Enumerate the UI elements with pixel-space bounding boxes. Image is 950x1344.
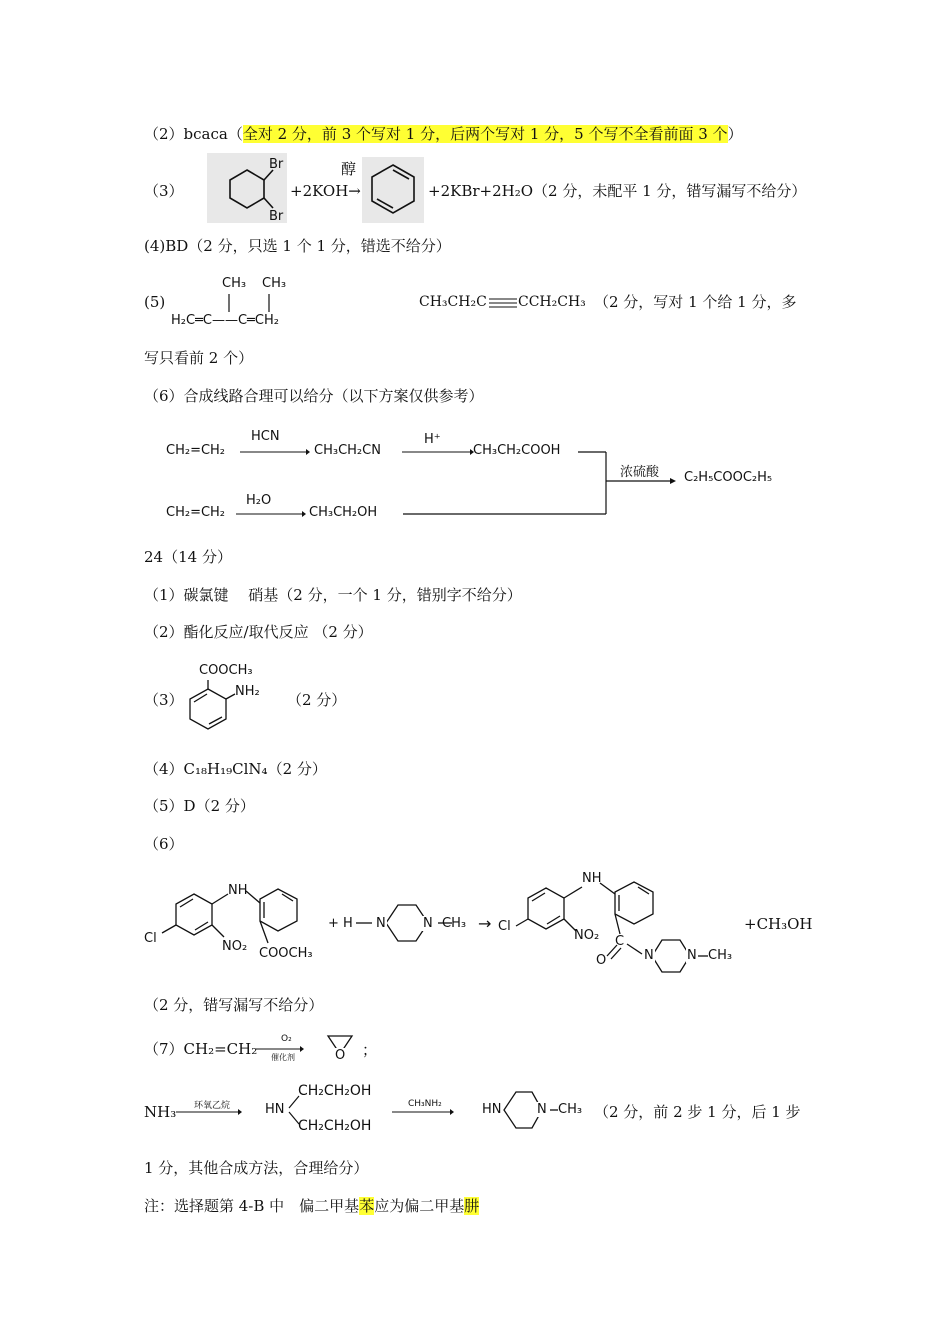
diethanolamine-arm-2: CH₂CH₂OH (298, 1118, 372, 1134)
route-merge-bracket (0, 450, 620, 520)
route2-start: CH₂=CH₂ (166, 505, 226, 520)
route2-reagent: H₂O (246, 493, 272, 508)
footer-highlight-1: 苯 (359, 1197, 375, 1215)
route1-mid: CH₃CH₂CN (314, 443, 381, 458)
br-label-2: Br (269, 209, 284, 224)
p7-reagent-epoxide: 环氧乙烷 (194, 1101, 231, 1111)
anthranilate-nh2: NH₂ (235, 684, 260, 699)
product-nh: NH (582, 871, 602, 886)
q23-part4: (4)BD（2 分，只选 1 个 1 分，错选不给分） (144, 237, 451, 255)
q24-part5: （5）D（2 分） (144, 797, 255, 815)
reactant-no2: NO₂ (222, 939, 248, 954)
product-carbonyl-o: O (596, 953, 607, 968)
q23-part2-prefix: （2）bcaca（ (144, 125, 243, 143)
dimethylbutadiene-bonds (222, 294, 282, 314)
route1-end: CH₃CH₂COOH (473, 443, 561, 458)
q24-part7-note2: 1 分，其他合成方法，合理给分） (144, 1159, 369, 1177)
mp-ch3: CH₃ (558, 1102, 583, 1117)
mp-n: N (537, 1102, 547, 1117)
p7-arrow-3 (392, 1108, 454, 1116)
route1-reagent: HCN (251, 429, 280, 444)
methyl-anthranilate-ring (183, 678, 243, 738)
q24-part7-label: （7）CH₂=CH₂ (144, 1040, 258, 1058)
q23-condition-alcohol: 醇 (341, 160, 357, 178)
route-condition: 浓硫酸 (620, 465, 660, 480)
q24-part2: （2）酯化反应/取代反应 （2 分） (144, 623, 373, 641)
reagent-plus-h: + H (328, 916, 353, 931)
reactant-cooch3: COOCH₃ (259, 946, 313, 961)
q23-part2 (144, 124, 743, 144)
product-carbonyl-c: C (615, 934, 625, 949)
p7-nh3: NH₃ (144, 1103, 177, 1121)
route1-start: CH₂=CH₂ (166, 443, 226, 458)
q24-part6: （6） (144, 835, 184, 853)
product-n4: N (687, 948, 697, 963)
reactant-nh: NH (228, 883, 248, 898)
q24-part7-note: （2 分，前 2 步 1 分，后 1 步 (594, 1103, 801, 1121)
product-cl: Cl (498, 919, 511, 934)
q23-part5-note: （2 分，写对 1 个给 1 分，多 (594, 293, 797, 311)
q23-part6: （6）合成线路合理可以给分（以下方案仅供参考） (144, 387, 484, 405)
product-methanol: +CH₃OH (744, 915, 813, 933)
p5-ch3-a: CH₃ (222, 276, 247, 291)
q24-part6-note: （2 分，错写漏写不给分） (144, 996, 324, 1014)
q24-part4: （4）C₁₈H₁₉ClN₄（2 分） (144, 760, 327, 778)
q23-part2-highlight: 全对 2 分，前 3 个写对 1 分，后两个写对 1 分，5 个写不全看前面 3 个 (242, 125, 728, 143)
q23-koh: +2KOH→ (290, 182, 361, 200)
reactant-cl: Cl (144, 931, 157, 946)
p7-arrow-2 (176, 1108, 242, 1116)
product-ch3: CH₃ (708, 948, 733, 963)
reaction-arrow: → (478, 914, 492, 933)
p5-chain: H₂C═C——C═CH₂ (171, 313, 279, 328)
footer-prefix: 注：选择题第 4-B 中 偏二甲基 (144, 1197, 360, 1215)
triple-bond (489, 297, 519, 309)
p5-ch3-b: CH₃ (262, 276, 287, 291)
footer-note (144, 1196, 479, 1216)
footer-highlight-2: 肼 (464, 1197, 480, 1215)
diethanolamine-hn: HN (265, 1102, 285, 1117)
piperazine-n2: N (423, 916, 433, 931)
q23-part3-label: （3） (144, 182, 184, 200)
product-no2: NO₂ (574, 928, 600, 943)
route-product: C₂H₅COOC₂H₅ (684, 470, 773, 485)
p7-semicolon: ； (362, 1041, 378, 1059)
p7-reagent-methylamine: CH₃NH₂ (408, 1099, 442, 1109)
piperazine-n1: N (376, 916, 386, 931)
q23-products: +2KBr+2H₂O（2 分，未配平 1 分，错写漏写不给分） (428, 182, 807, 200)
br-label-1: Br (269, 157, 284, 172)
anthranilate-cooch3: COOCH₃ (199, 663, 253, 678)
footer-mid: 应为偏二甲基 (374, 1197, 465, 1215)
q24-part1: （1）碳氯键 硝基（2 分，一个 1 分，错别字不给分） (144, 586, 522, 604)
mp-hn: HN (482, 1102, 502, 1117)
q24-part3-label: （3） (144, 691, 184, 709)
route1-reagent2: H⁺ (424, 432, 441, 447)
epoxide-o: O (335, 1048, 346, 1063)
alkyne-part-a: CH₃CH₂C (419, 294, 487, 310)
p7-o2: O₂ (281, 1034, 292, 1044)
cyclohexadiene-structure (362, 157, 424, 223)
q23-part5-label: (5) (144, 293, 166, 311)
diethanolamine-arm-1: CH₂CH₂OH (298, 1083, 372, 1099)
q24-title: 24（14 分） (144, 548, 232, 566)
q23-part5-note2: 写只看前 2 个） (144, 349, 254, 367)
product-n3: N (644, 948, 654, 963)
piperazine-ch3: CH₃ (442, 916, 467, 931)
alkyne-part-b: CCH₂CH₃ (518, 294, 586, 310)
q24-part3-score: （2 分） (287, 691, 347, 709)
p7-catalyst: 催化剂 (271, 1053, 295, 1062)
q23-part2-suffix: ） (727, 125, 743, 143)
dibromocyclohexane-structure (207, 153, 287, 223)
q24-product-structure (496, 870, 746, 980)
route2-end: CH₃CH₂OH (309, 505, 378, 520)
